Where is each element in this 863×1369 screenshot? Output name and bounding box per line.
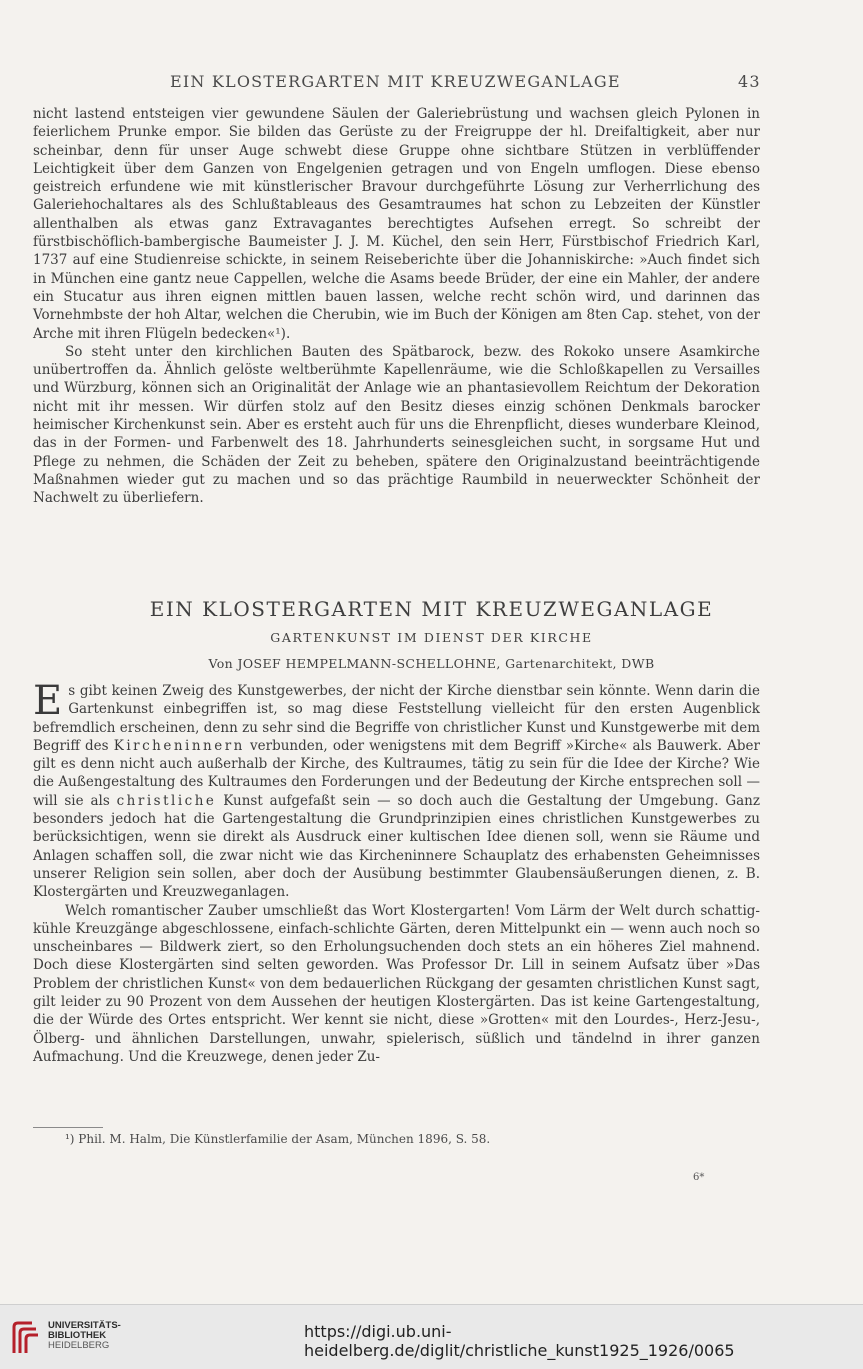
library-name xyxy=(48,1321,121,1351)
paragraph xyxy=(33,678,760,902)
page-number: 43 xyxy=(738,72,761,91)
signature-mark: 6* xyxy=(693,1172,705,1183)
text-run: Kunst aufgefaßt sein — so doch auch die Gestaltung der Umgebung. Ganz besonders jedoch hat die Gartengestaltung die Grundprinzipien eines christlichen Kunstgewerbes zu berücksichtigen, wenn sie direkt als Ausdruck einer kultischen Idee dienen soll, wenn sie Räume und Anlagen schaffen soll, die zwar nicht wie das Kircheninnere Schauplatz des erhabensten Geheimnisses unserer Religion sein sollen, aber doch der Ausübung bestimmter Glaubensäußerungen dienen, z. B. Klostergärten und Kreuzweganlagen. xyxy=(33,792,760,901)
permalink-url[interactable]: https://digi.ub.uni-heidelberg.de/diglit/christliche_kunst1925_1926/0065 xyxy=(304,1322,735,1360)
article-title: EIN KLOSTERGARTEN MIT KREUZWEGANLAGE xyxy=(149,597,714,621)
library-name-line: HEIDELBERG xyxy=(48,1340,110,1351)
paragraph: So steht unter den kirchlichen Bauten des Spätbarock, bezw. des Rokoko unsere Asamkirche unübertroffen da. Ähnlich gelöste weltberühmte Kapellenräume, wie die Schloßkapellen zu Versailles und Würzburg, können sich an Originalität der Anlage wie an phantasievollem Reichtum der Dekoration nicht mit ihr messen. Wir dürfen stolz auf den Besitz dieses einzig schönen Denkmals barocker heimischer Kirchenkunst sein. Aber es ersteht auch für uns die Ehrenpflicht, dieses wunderbare Kleinod, das in der Formen- und Farbenwelt des 18. Jahrhunderts seinesgleichen sucht, in sorgsame Hut und Pflege zu nehmen, die Schäden der Zeit zu beheben, spätere den Originalzustand beeinträchtigende Maßnahmen wieder gut zu machen und so das prächtige Raumbild in neuerweckter Schönheit der Nachwelt zu überliefern. xyxy=(33,343,760,507)
emphasis: christliche xyxy=(116,792,217,809)
article-byline: Von JOSEF HEMPELMANN-SCHELLOHNE, Gartenarchitekt, DWB xyxy=(208,656,655,671)
footnote: ¹) Phil. M. Halm, Die Künstlerfamilie der Asam, München 1896, S. 58. xyxy=(65,1132,491,1146)
emphasis: Kircheninnern xyxy=(113,737,245,754)
paragraph: Welch romantischer Zauber umschließt das Wort Klostergarten! Vom Lärm der Welt durch schattig-kühle Kreuzgänge abgeschlossene, einfach-schlichte Gärten, deren Mittelpunkt ein — wenn auch noch so unscheinbares — Bildwerk ziert, so den Erholungsuchenden doch stets an ein höheres Ziel mahnend. Doch diese Klostergärten sind selten geworden. Was Professor Dr. Lill in seinem Aufsatz über »Das Problem der christlichen Kunst« von dem bedauerlichen Rückgang der gesamten christlichen Kunst sagt, gilt leider zu 90 Prozent von dem Aussehen der heutigen Klostergärten. Das ist keine Gartengestaltung, die der Würde des Ortes entspricht. Wer kennt sie nicht, diese »Grotten« mit den Lourdes-, Herz-Jesu-, Ölberg- und ähnlichen Darstellungen, unwahr, spielerisch, süßlich und tändelnd in ihrer ganzen Aufmachung. Und die Kreuzwege, denen jeder Zu- xyxy=(33,902,760,1065)
paragraph: nicht lastend entsteigen vier gewundene Säulen der Galeriebrüstung und wachsen gleich Pylonen in feierlichem Prunke empor. Sie bilden das Gerüste zu der Freigruppe der hl. Dreifaltigkeit, aber nur scheinbar, denn für unser Auge schwebt diese Gruppe ohne sichtbare Stützen in verblüffender Leichtigkeit über dem Ganzen von Engelgenien getragen und von Engeln umflogen. Diese ebenso geistreich erfundene wie mit künstlerischer Bravour durchgeführte Lösung zur Verherrlichung des Galeriehochaltares als des Schlußtableaus des Gesamtraumes hat schon zu Lebzeiten der Künstler allenthalben als etwas ganz Extravagantes berechtigtes Aufsehen erregt. So schreibt der fürstbischöflich-bambergische Baumeister J. J. M. Küchel, den sein Herr, Fürstbischof Friedrich Karl, 1737 auf eine Studienreise schickte, in seinem Reiseberichte über die Johanniskirche: »Auch findet sich in München eine gantz neue Cappellen, welche die Asams beede Brüder, der eine ein Mahler, der andere ein Stucatur aus ihren eignen mittlen bauen lassen, welche recht schön wird, und darinnen das Vornehmbste der hoh Altar, welchen die Cherubin, wie im Buch der Königen am 8ten Cap. stehet, von der Arche mit ihren Flügeln bedecken«¹). xyxy=(33,106,760,342)
drop-cap: E xyxy=(33,678,63,724)
text-run: verbunden, oder wenigstens mit dem Begriff »Kirche« als Bauwerk. Aber gilt es denn nicht auch außerhalb der Kirche, des Kultraumes, tätig zu sein für die Idee der Kirche? Wie die Außengestaltung des Kultraumes den Forderungen und der Bedeutung der Kirche entsprechen soll — will sie als xyxy=(33,737,760,809)
library-logo-icon xyxy=(10,1319,42,1357)
text-run: s gibt keinen Zweig des Kunstgewerbes, der nicht der Kirche dienstbar sein könnte. Wenn darin die Gartenkunst einbegriffen ist, so mag diese Feststellung vielleicht für den ersten Augenblick befremdlich erscheinen, denn zu sehr sind die Begriffe von christlicher Kunst und Kunstgewerbe mit dem Begriff des xyxy=(33,683,760,754)
article-subtitle: GARTENKUNST IM DIENST DER KIRCHE xyxy=(270,630,593,645)
viewer-footer xyxy=(0,1304,863,1369)
library-name-line: BIBLIOTHEK xyxy=(48,1330,107,1341)
library-name-line: UNIVERSITÄTS- xyxy=(48,1320,121,1331)
continued-article-text xyxy=(33,105,760,508)
footnote-divider xyxy=(33,1127,103,1128)
article-body xyxy=(33,678,760,1066)
running-head-title: EIN KLOSTERGARTEN MIT KREUZWEGANLAGE xyxy=(170,72,621,91)
